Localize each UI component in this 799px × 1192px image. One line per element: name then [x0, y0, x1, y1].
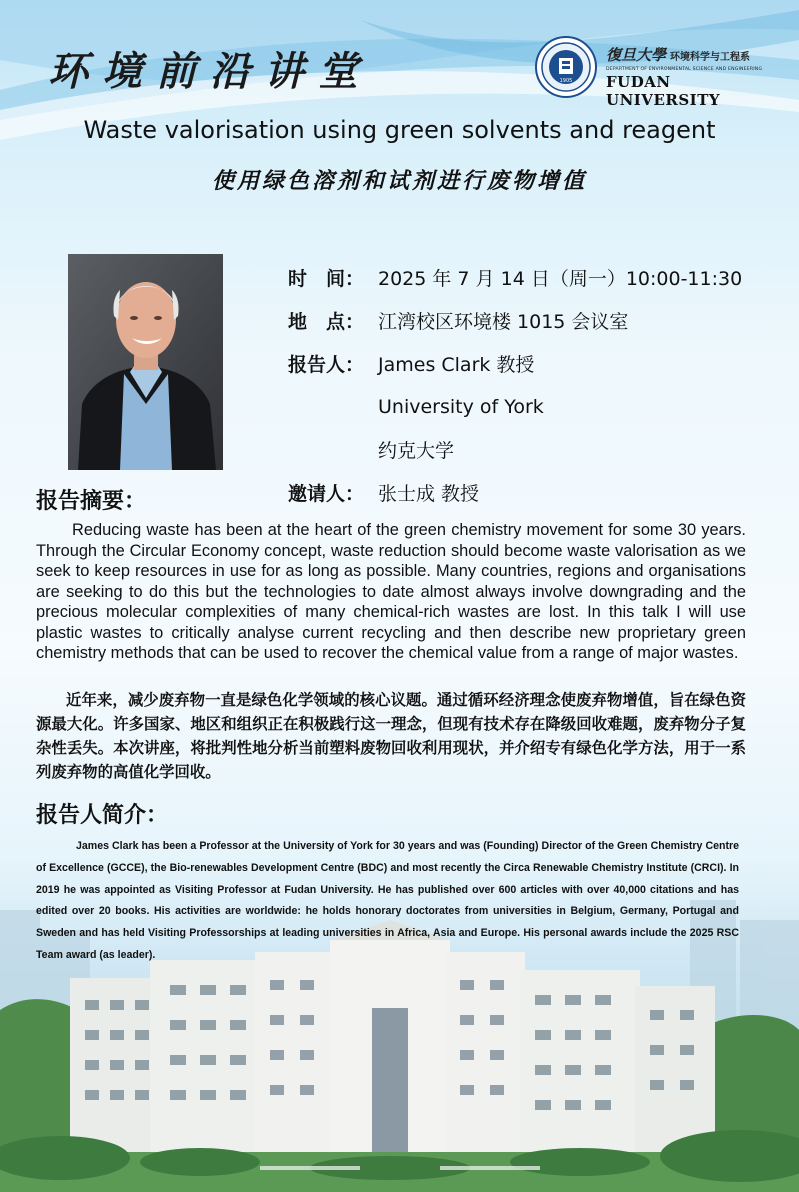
department-name-en: DEPARTMENT OF ENVIRONMENTAL SCIENCE AND ENGINEERING	[606, 67, 763, 72]
host-name: 张士成 教授	[378, 483, 480, 505]
talk-title-en: Waste valorisation using green solvents and reagent	[83, 116, 716, 144]
lecture-series-title: 环境前沿讲堂	[48, 48, 372, 95]
host-row	[288, 471, 788, 514]
abstract-heading: 报告摘要：	[36, 489, 147, 514]
host-label: 邀请人：	[288, 483, 365, 505]
time-value: 2025 年 7 月 14 日（周一）10:00-11:30	[378, 268, 743, 290]
speaker-affiliation-en: University of York	[378, 395, 544, 418]
time-label: 时 间：	[288, 268, 365, 290]
time-row	[288, 256, 788, 299]
speaker-label: 报告人：	[288, 354, 365, 376]
place-label: 地 点：	[288, 311, 365, 333]
place-value: 江湾校区环境楼 1015 会议室	[378, 311, 629, 333]
speaker-affiliation-cn: 约克大学	[378, 440, 455, 462]
talk-info	[288, 256, 788, 514]
university-name-cn: 復旦大學	[606, 46, 667, 64]
abstract-text-en: Reducing waste has been at the heart of the green chemistry movement for some 30 years. Through the Circular Economy concept, waste reduction should become waste valorisation as we seek to keep resources in use for as long as possible. Many countries, regions and organisations are seeking to do this but the technologies to date almost always involve downgrading and the precious molecular complexities of many chemical-rich wastes are lost. In this talk I will use plastic wastes to critically analyse current recycling and then describe new proprietary green chemistry methods that can be used to recover the chemical value from a range of major wastes.	[36, 521, 746, 662]
bio-text: James Clark has been a Professor at the University of York for 30 years and was (Founding) Director of the Green Chemistry Centre of Excellence (GCCE), the Bio-renewables Development Centre (BDC) and most recently the Circa Renewable Chemistry Institute (CRCI). In 2019 he was appointed as Visiting Professor at Fudan University. He has published over 600 articles with over 40,000 citations and has edited over 20 books. His activities are worldwide: he holds honorary doctorates from universities in Belgium, Germany, Portugal and Sweden and has held Visiting Professorships at leading universities in Africa, Asia and Europe. His personal awards include the 2025 RSC Team award (as leader).	[36, 840, 739, 961]
fudan-emblem-icon	[535, 36, 597, 98]
fudan-brand	[606, 44, 766, 109]
talk-title-cn: 使用绿色溶剂和试剂进行废物增值	[211, 168, 587, 194]
bio-heading: 报告人简介：	[36, 803, 169, 828]
speaker-affiliation-cn-row	[288, 428, 788, 471]
place-row	[288, 299, 788, 342]
speaker-affiliation-en-row	[288, 385, 788, 428]
emblem-year: 1905	[559, 78, 573, 84]
speaker-row	[288, 342, 788, 385]
speaker-name: James Clark 教授	[378, 354, 535, 376]
department-name-cn: 环境科学与工程系	[670, 52, 751, 63]
speaker-portrait	[68, 254, 223, 470]
abstract-text-cn: 近年来，减少废弃物一直是绿色化学领域的核心议题。通过循环经济理念使废弃物增值，旨在绿色资源最大化。许多国家、地区和组织正在积极践行这一理念，但现有技术存在降级回收难题，废弃物分子复杂性丢失。本次讲座，将批判性地分析当前塑料废物回收利用现状，并介绍专有绿色化学方法，用于一系列废弃物的高值化学回收。	[36, 691, 746, 781]
university-name-en: FUDAN UNIVERSITY	[606, 73, 721, 109]
